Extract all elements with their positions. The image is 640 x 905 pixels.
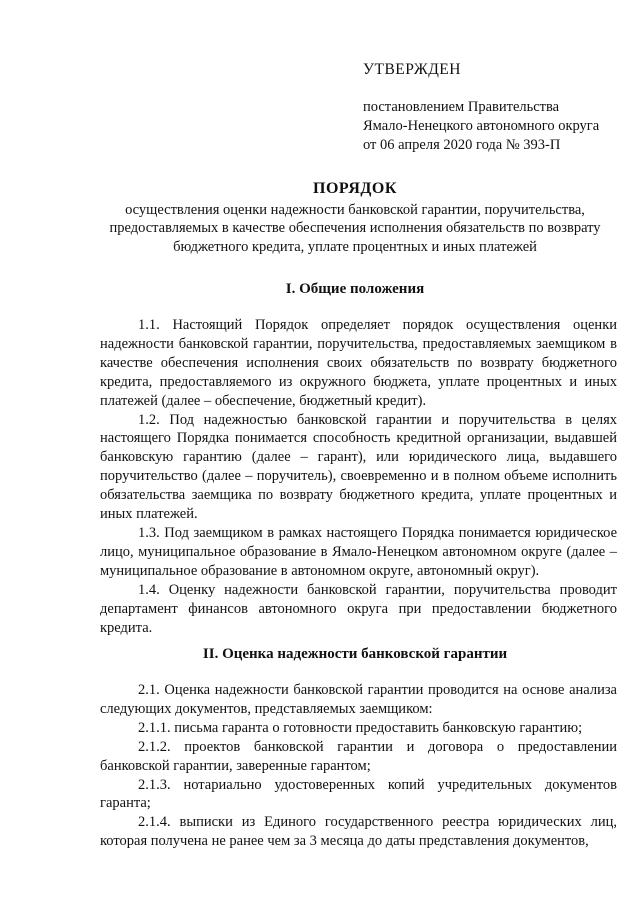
paragraph-2-1-3: 2.1.3. нотариально удостоверенных копий учредительных документов гаранта; <box>100 776 617 812</box>
paragraph-1-1: 1.1. Настоящий Порядок определяет порядок осуществления оценки надежности банковской гарантии, поручительства, предоставляемых заемщиком в качестве обеспечения исполнения своих обязательств по возврату бюджетного кредита, предоставляемого из окружного бюджета, уплате процентных и иных платежей (далее – обеспечение, бюджетный кредит). <box>100 317 617 409</box>
approval-line-3: от 06 апреля 2020 года № 393-П <box>363 137 561 153</box>
approval-stamp-title: УТВЕРЖДЕН <box>363 61 461 78</box>
section-2-heading: II. Оценка надежности банковской гарантии <box>202 646 508 662</box>
paragraph-1-2: 1.2. Под надежностью банковской гарантии и поручительства в целях настоящего Порядка понимается способность кредитной организации, выдавшей банковскую гарантию (далее – гарант), или юридического лица, выдавшего поручительство (далее – поручитель), своевременно и в полном объеме исполнить обязательства заемщика по возврату бюджетного кредита, уплате процентных и иных платежей. <box>100 411 617 523</box>
approval-line-2: Ямало-Ненецкого автономного округа <box>363 118 600 134</box>
document-title-block <box>100 180 610 256</box>
approval-line-1: постановлением Правительства <box>363 99 560 115</box>
paragraph-2-1: 2.1. Оценка надежности банковской гарантии проводится на основе анализа следующих документов, представляемых заемщиком: <box>100 682 617 717</box>
document-title: ПОРЯДОК <box>313 180 397 197</box>
section-1-body <box>100 316 617 637</box>
section-1-heading: I. Общие положения <box>285 281 425 297</box>
paragraph-1-3: 1.3. Под заемщиком в рамках настоящего Порядка понимается юридическое лицо, муниципальное образование в Ямало-Ненецком автономном округе (далее – муниципальное образование в автономном округе, автономный округ). <box>100 524 617 579</box>
document-subtitle-line-1: осуществления оценки надежности банковской гарантии, поручительства, <box>125 201 585 218</box>
section-2-body <box>100 681 617 851</box>
paragraph-1-4: 1.4. Оценку надежности банковской гарантии, поручительства проводит департамент финансов автономного округа при предоставлении бюджетного кредита. <box>100 581 617 636</box>
paragraph-2-1-4: 2.1.4. выписки из Единого государственного реестра юридических лиц, которая получена не ранее чем за 3 месяца до даты представления документов, <box>100 814 617 850</box>
paragraph-2-1-1: 2.1.1. письма гаранта о готовности предоставить банковскую гарантию; <box>138 719 583 736</box>
paragraph-2-1-2: 2.1.2. проектов банковской гарантии и договора о предоставлении банковской гарантии, заверенные гарантом; <box>100 738 617 774</box>
approval-block <box>363 60 623 155</box>
document-subtitle-line-2: предоставляемых в качестве обеспечения исполнения обязательств по возврату <box>109 220 601 236</box>
document-subtitle-line-3: бюджетного кредита, уплате процентных и иных платежей <box>173 238 537 255</box>
